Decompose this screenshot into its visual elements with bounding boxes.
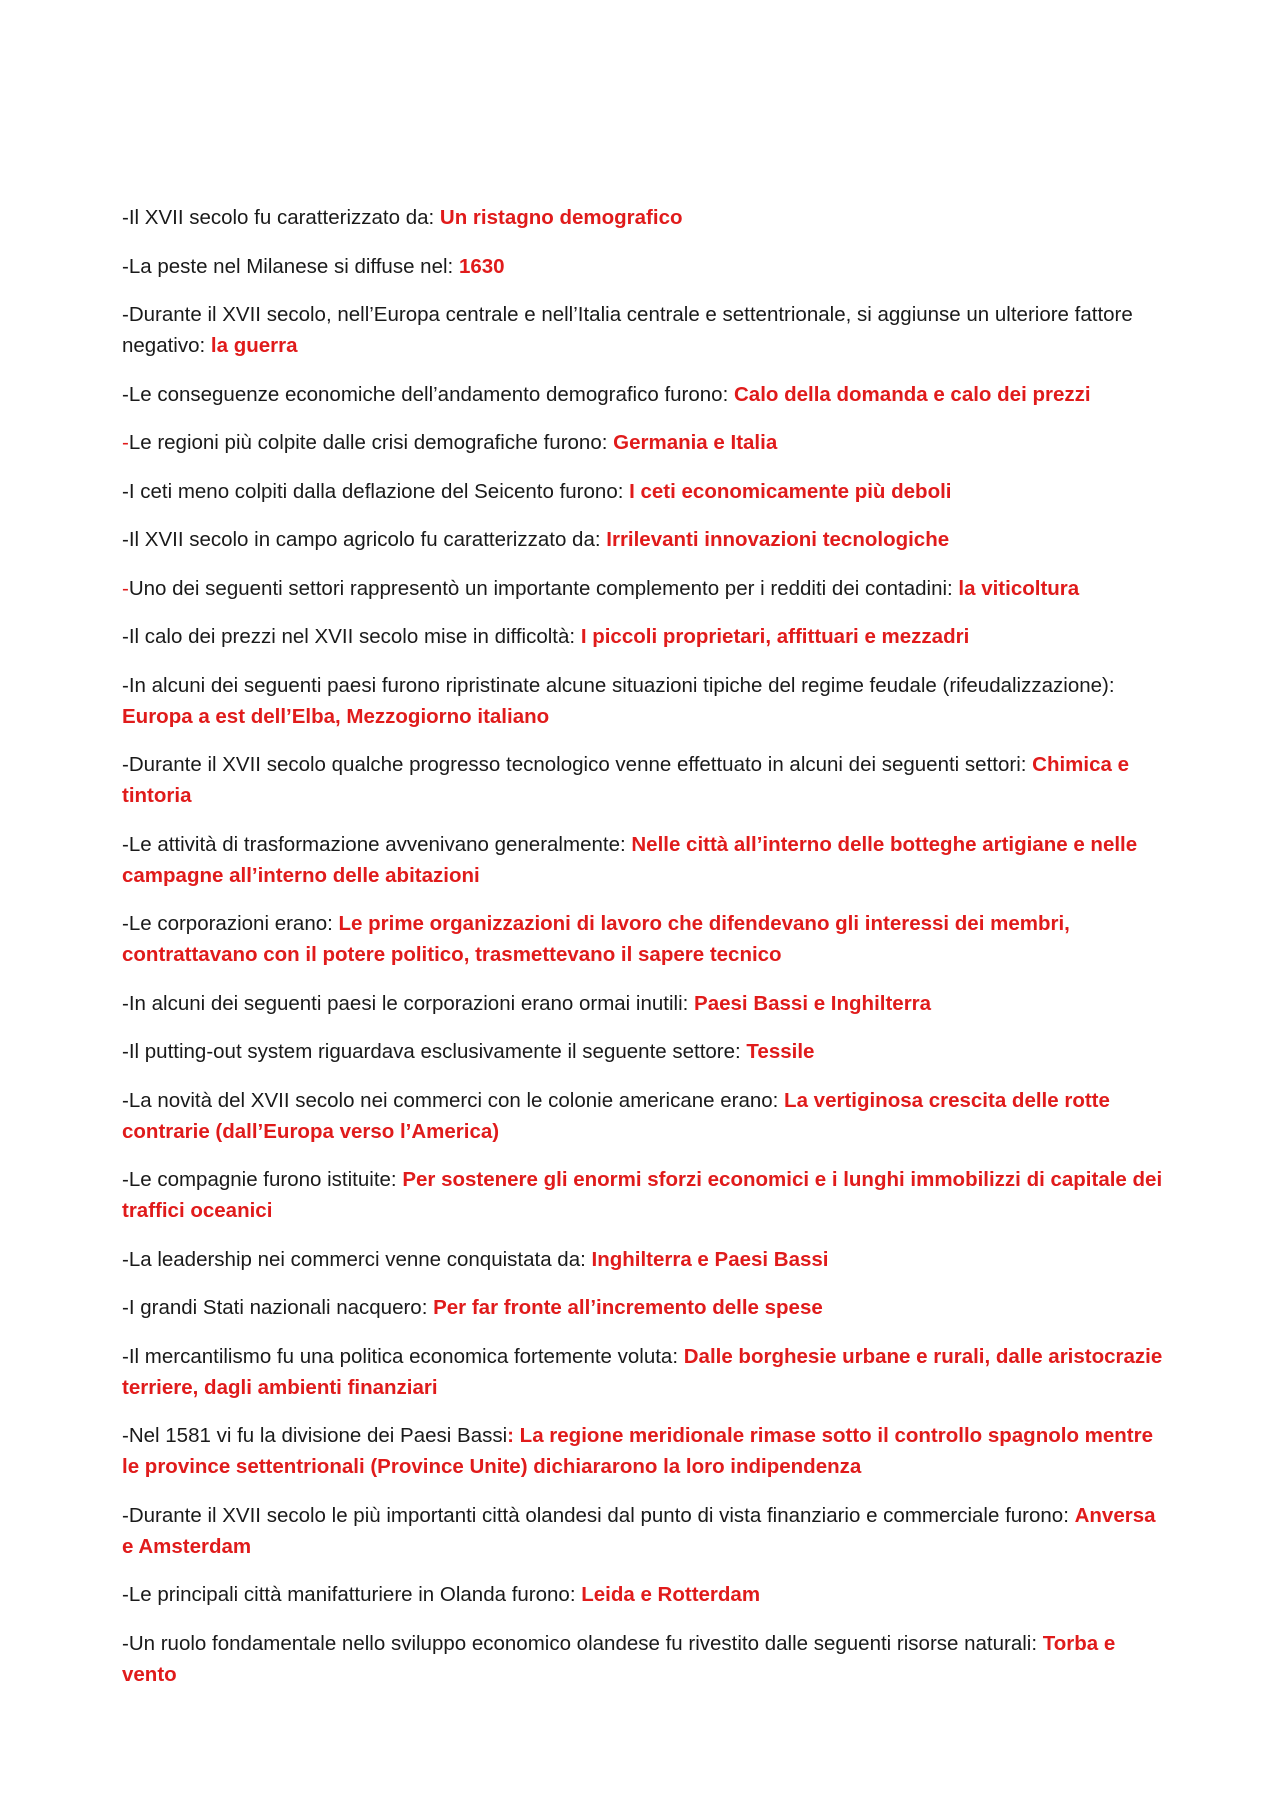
question-text: Uno dei seguenti settori rappresentò un importante complemento per i redditi dei contadini: [128,576,959,600]
qa-item [122,379,1172,410]
qa-item [122,670,1172,732]
question-text: -Le conseguenze economiche dell’andamento demografico furono: [122,382,734,406]
question-text: -Durante il XVII secolo qualche progresso tecnologico venne effettuato in alcuni dei seguenti settori: [122,753,1033,776]
answer-text: Leida e Rotterdam [581,1583,761,1606]
answer-text: Irrilevanti innovazioni tecnologiche [606,528,950,551]
qa-item [122,1628,1172,1690]
question-text: -I ceti meno colpiti dalla deflazione del Seicento furono: [122,479,630,503]
qa-item [122,573,1172,604]
qa-item [122,202,1172,233]
answer-text: la guerra [210,334,298,357]
red-dash: - [122,431,129,454]
qa-item [122,1036,1172,1067]
question-text: -Le compagnie furono istituite: [122,1168,403,1191]
answer-text: La vertiginosa crescita delle rotte contrarie (dall’Europa verso l’America) [122,1088,1110,1143]
answer-text: Inghilterra e Paesi Bassi [591,1247,829,1271]
document-page [122,202,1172,1707]
question-text: -Le corporazioni erano: [122,912,339,935]
answer-text: Europa a est dell’Elba, Mezzogiorno italiano [122,704,550,728]
red-dash: - [122,576,129,600]
question-text: -Durante il XVII secolo le più importanti città olandesi dal punto di vista finanziario e commerciale furono: [122,1503,1075,1527]
qa-item [122,908,1172,970]
question-text: -La novità del XVII secolo nei commerci con le colonie americane erano: [122,1088,785,1112]
answer-text: Chimica e tintoria [122,753,1130,807]
qa-item [122,621,1172,652]
answer-text: la viticoltura [958,576,1080,600]
question-text: -La leadership nei commerci venne conquistata da: [122,1247,592,1271]
answer-text: Torba e vento [122,1631,1116,1686]
question-text: -Il XVII secolo in campo agricolo fu caratterizzato da: [122,528,607,551]
qa-item [122,1164,1172,1226]
answer-text: Paesi Bassi e Inghilterra [694,991,932,1015]
qa-item [122,1341,1172,1403]
question-text: -Il putting-out system riguardava esclusivamente il seguente settore: [122,1040,747,1063]
question-text: -Le principali città manifatturiere in Olanda furono: [122,1583,582,1606]
qa-item [122,988,1172,1019]
qa-item [122,1292,1172,1323]
answer-text: I ceti economicamente più deboli [629,479,952,503]
question-text: -In alcuni dei seguenti paesi le corporazioni erano ormai inutili: [122,991,695,1015]
answer-text: Dalle borghesie urbane e rurali, dalle aristocrazie terriere, dagli ambienti finanziari [122,1344,1163,1399]
question-text: -La peste nel Milanese si diffuse nel: [122,254,459,278]
question-text: -Durante il XVII secolo, nell’Europa centrale e nell’Italia centrale e settentrionale, si aggiunse un ulteriore fattore negativo: [122,303,1133,357]
qa-item [122,251,1172,282]
answer-text: 1630 [458,254,505,278]
question-text: -I grandi Stati nazionali nacquero: [122,1296,434,1319]
question-text: -Nel 1581 vi fu la divisione dei Paesi Bassi [122,1424,508,1447]
question-text: -Il XVII secolo fu caratterizzato da: [122,206,440,229]
answer-text: Un ristagno demografico [439,206,683,229]
answer-text: Per sostenere gli enormi sforzi economici e i lunghi immobilizzi di capitale dei traffici oceanici [122,1168,1163,1222]
qa-item [122,1579,1172,1610]
question-text: -Un ruolo fondamentale nello sviluppo economico olandese fu rivestito dalle seguenti risorse naturali: [122,1631,1043,1655]
qa-item [122,476,1172,507]
answer-text: : La regione meridionale rimase sotto il controllo spagnolo mentre le province settentrionali (Province Unite) dichiararono la loro indipendenza [122,1424,1154,1478]
question-text: -In alcuni dei seguenti paesi furono ripristinate alcune situazioni tipiche del regime feudale (rifeudalizzazione): [122,673,1115,697]
question-text: -Il calo dei prezzi nel XVII secolo mise in difficoltà: [122,625,581,648]
qa-item [122,1420,1172,1482]
qa-item [122,749,1172,811]
question-text: -Il mercantilismo fu una politica economica fortemente voluta: [122,1344,684,1368]
answer-text: Per far fronte all’incremento delle spese [433,1296,823,1319]
qa-item [122,299,1172,361]
qa-item [122,1244,1172,1275]
answer-text: Anversa e Amsterdam [122,1503,1156,1558]
question-text: Le regioni più colpite dalle crisi demografiche furono: [128,431,614,454]
answer-text: Germania e Italia [613,431,778,454]
qa-item [122,524,1172,555]
answer-text: Nelle città all’interno delle botteghe artigiane e nelle campagne all’interno delle abitazioni [122,832,1138,887]
qa-item [122,1500,1172,1562]
question-text: -Le attività di trasformazione avvenivano generalmente: [122,832,632,856]
answer-text: Tessile [746,1040,815,1063]
answer-text: Calo della domanda e calo dei prezzi [733,382,1091,406]
qa-item [122,427,1172,458]
answer-text: I piccoli proprietari, affittuari e mezzadri [580,625,970,648]
answer-text: Le prime organizzazioni di lavoro che difendevano gli interessi dei membri, contrattavano con il potere politico, trasmettevano il sapere tecnico [122,912,1070,966]
qa-item [122,1085,1172,1147]
qa-item [122,829,1172,891]
